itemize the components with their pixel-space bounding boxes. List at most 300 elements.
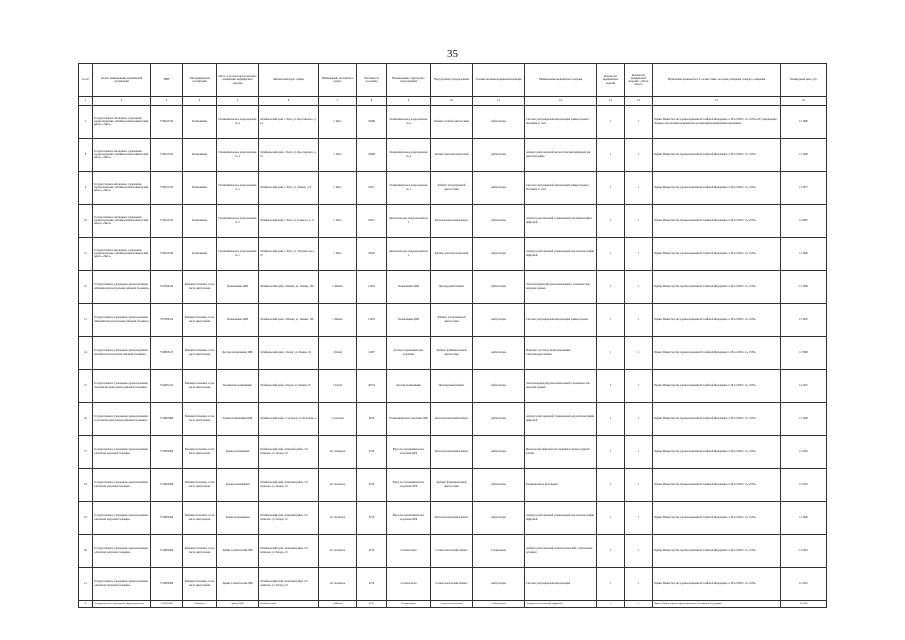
cell-place: Поликлиническое подразделение № 1 xyxy=(217,204,259,237)
table-row xyxy=(79,270,827,303)
cell-place: Поликлиническое подразделение № 1 xyxy=(217,237,259,270)
cell-unit: Взрослое поликлиническое отделение ЦРБ xyxy=(387,468,431,501)
cell-inn: 7536015545 xyxy=(151,138,183,171)
cell-profile: Рентгенологический xyxy=(431,600,473,607)
cell-num: 7 xyxy=(79,105,93,138)
cell-pop: 6610 xyxy=(357,600,387,607)
cell-cond: Амбулаторно xyxy=(473,600,525,607)
equipment-register-table xyxy=(78,63,827,608)
column-number: 12 xyxy=(525,97,597,106)
cell-law: Приказ Министерства здравоохранения Российской Федерации от 28.12.2020 г. № 1379н xyxy=(653,534,781,567)
cell-qty2: 1 xyxy=(625,567,653,600)
cell-device: Электрокардиограф (многоканальный) с возможностью передачи данных xyxy=(525,369,597,402)
cell-price: 12 2001 xyxy=(781,534,827,567)
cell-device: Аппарат рентгеновский диагностический цифровой для рентгенографии xyxy=(525,138,597,171)
cell-place: Поликлиническое подразделение № 1 xyxy=(217,171,259,204)
cell-place: Поликлиника ЦРБ xyxy=(217,270,259,303)
cell-inn: 7516000480 xyxy=(151,501,183,534)
cell-addr: Забайкальский xyxy=(259,600,319,607)
cell-town: г. Шилка xyxy=(319,303,357,336)
cell-profile: Рентгенологический кабинет xyxy=(431,402,473,435)
cell-law: Приказ Министерства здравоохранения Российской Федерации от 28.12.2020 г. № 1379н xyxy=(653,138,781,171)
cell-addr: Забайкальский край, г. Борзя, ул. Ленина, 37 xyxy=(259,369,319,402)
cell-cond: Стационарно xyxy=(473,534,525,567)
cell-qty2: 1 xyxy=(625,204,653,237)
table-row xyxy=(79,402,827,435)
cell-law: Приказ Министерства здравоохранения Российской Федерации от 28.12.2020 г. № 1379н «Об утверждении Порядка обеспечения медицинских организаций медицинскими изделиями» xyxy=(653,105,781,138)
column-header: Планируемая цена, руб. xyxy=(781,64,827,97)
cell-price: 12 3600 xyxy=(781,270,827,303)
column-header: Полное наименование медицинской организации xyxy=(93,64,151,97)
column-number: 8 xyxy=(357,97,387,106)
column-number: 5 xyxy=(217,97,259,106)
table-row xyxy=(79,501,827,534)
cell-town: пгт Агинское xyxy=(319,435,357,468)
cell-pop: 6756 xyxy=(357,501,387,534)
cell-inn: 7516000480 xyxy=(151,534,183,567)
cell-profile: Рентгенологический кабинет xyxy=(431,501,473,534)
cell-org: Государственное автономное учреждение здравоохранения «Забайкальский клинический центр» «Чита» xyxy=(93,105,151,138)
cell-law: Приказ Министерства здравоохранения Российской Федерации от 28.12.2020 г. № 1379н xyxy=(653,435,781,468)
cell-unit: Взрослое поликлиническое отделение ЦРБ xyxy=(387,435,431,468)
cell-addr: Забайкальский край, г. Балей, ул. Ленина, 32 xyxy=(259,336,319,369)
cell-type: Районная больница, в том числе центральная xyxy=(183,369,217,402)
cell-town: г. Шилка xyxy=(319,600,357,607)
cell-price: 12 3600 xyxy=(781,336,827,369)
cell-device: Аппарат рентгеновский стационарный для рентгенографии цифровой xyxy=(525,501,597,534)
cell-profile: Кабинет рентгенологический xyxy=(431,237,473,270)
cell-device: Система ультразвуковой визуализации универсальная с питанием от сети xyxy=(525,171,597,204)
cell-addr: Забайкальский край, г. Чита, ул. Энтузиастов, д. 74 xyxy=(259,237,319,270)
cell-addr: Забайкальский край, г. Чита, ул. Ярославского, д. 14 xyxy=(259,138,319,171)
cell-inn: 7536015545 xyxy=(151,204,183,237)
cell-town: г. Борзя xyxy=(319,369,357,402)
cell-qty2: 1 xyxy=(625,270,653,303)
cell-org: Государственное учреждение здравоохранения «Борзинская центральная районная больница» xyxy=(93,369,151,402)
cell-profile: Процедурный кабинет xyxy=(431,270,473,303)
cell-org: Государственное учреждение здравоохранения «Агинская окружная больница» xyxy=(93,468,151,501)
cell-town: г. Чита xyxy=(319,237,357,270)
cell-addr: Забайкальский край, г. Шилка, ул. Ленина, 136 xyxy=(259,270,319,303)
cell-qty2: 1 xyxy=(625,402,653,435)
cell-price: 12 3600 xyxy=(781,105,827,138)
cell-place: Детская поликлиника ЦРБ xyxy=(217,336,259,369)
cell-cond: Амбулаторно xyxy=(473,468,525,501)
cell-unit: Детская поликлиника xyxy=(387,369,431,402)
cell-qty: 1 xyxy=(597,336,625,369)
cell-unit: Детское поликлиническое отделение xyxy=(387,336,431,369)
cell-pop: 26754 xyxy=(357,369,387,402)
cell-place: Поликлиника ЦРБ xyxy=(217,303,259,336)
column-number: 10 xyxy=(431,97,473,106)
column-header: Вид (профиль) подразделения xyxy=(431,64,473,97)
column-number: 1 xyxy=(79,97,93,106)
cell-num: 12 xyxy=(79,270,93,303)
cell-price: 12 2001 xyxy=(781,435,827,468)
cell-org: Государственное учреждение здравоохранения «Агинская окружная больница» xyxy=(93,567,151,600)
column-number-row xyxy=(79,97,827,106)
cell-unit: Поликлиническое подразделение № 4 xyxy=(387,105,431,138)
cell-org: Государственное автономное учреждение здравоохранения «Забайкальский клинический центр» «Чита» xyxy=(93,138,151,171)
cell-town: г. Чита xyxy=(319,105,357,138)
cell-pop: 6756 xyxy=(357,435,387,468)
cell-qty: 1 xyxy=(597,600,625,607)
cell-law: Приказ Министерства здравоохранения Российской Федерации от 28.12.2020 г. № 1379н xyxy=(653,303,781,336)
cell-cond: Амбулаторно xyxy=(473,171,525,204)
cell-town: пгт Агинское xyxy=(319,468,357,501)
cell-device: Электрокардиограф (многоканальный) с возможностью передачи данных xyxy=(525,270,597,303)
cell-law: Приказ Министерства здравоохранения Российской Федерации от 28.12.2020 г. № 1379н xyxy=(653,468,781,501)
cell-type: Районная больница, в том числе центральная xyxy=(183,336,217,369)
cell-unit: Поликлиника xyxy=(387,600,431,607)
table-row xyxy=(79,171,827,204)
cell-place: Поликлиническое подразделение № 4 xyxy=(217,138,259,171)
cell-inn: 7527004524 xyxy=(151,303,183,336)
cell-pop: 35408 xyxy=(357,105,387,138)
table-row xyxy=(79,204,827,237)
cell-device: Аппарат рентгеновский стационарный для рентгенографии цифровой xyxy=(525,402,597,435)
cell-law: Приказ Министерства здравоохранения Российской Федерации от 28.12.2020 г. № 1379н xyxy=(653,402,781,435)
cell-unit: Взрослое поликлиническое отделение ЦРБ xyxy=(387,501,431,534)
cell-profile: Рентгенологический кабинет xyxy=(431,204,473,237)
cell-place: Здание ЦРБ xyxy=(217,600,259,607)
cell-inn: 7527004524 xyxy=(151,270,183,303)
cell-town: г. Чита xyxy=(319,204,357,237)
cell-place: Борзинская поликлиника xyxy=(217,369,259,402)
cell-pop: 6756 xyxy=(357,534,387,567)
cell-pop: 12493 xyxy=(357,303,387,336)
cell-type: Районная больница, в том числе центральная xyxy=(183,534,217,567)
cell-num: 20 xyxy=(79,534,93,567)
table-row xyxy=(79,303,827,336)
column-header: Тип медицинской организации xyxy=(183,64,217,97)
column-header: Наименование структурного подразделения xyxy=(387,64,431,97)
cell-org: Государственное автономное учреждение здравоохранения «Забайкальский клинический центр» «Чита» xyxy=(93,204,151,237)
cell-qty2: 1 xyxy=(625,369,653,402)
column-header: ИНН xyxy=(151,64,183,97)
cell-num: 13 xyxy=(79,303,93,336)
cell-law: Приказ Министерства здравоохранения Российской Федерации от 28.12.2020 г. № 1379н xyxy=(653,171,781,204)
column-header: Количество медицинских изделий с учётом износа xyxy=(625,64,653,97)
cell-device: Флюорограф цифровой для скрининга органов грудной клетки xyxy=(525,435,597,468)
cell-qty2: 1 xyxy=(625,237,653,270)
cell-type: Поликлиника xyxy=(183,171,217,204)
cell-qty: 1 xyxy=(597,105,625,138)
cell-inn: 7528003123 xyxy=(151,336,183,369)
cell-qty: 5 xyxy=(597,369,625,402)
cell-inn: 7516000480 xyxy=(151,567,183,600)
cell-num: 18 xyxy=(79,468,93,501)
cell-qty: 1 xyxy=(597,468,625,501)
cell-qty2: 1 xyxy=(625,534,653,567)
cell-qty: 1 xyxy=(597,237,625,270)
cell-inn: 7519001880 xyxy=(151,600,183,607)
cell-unit: Стоматология xyxy=(387,567,431,600)
cell-town: пгт Агинское xyxy=(319,567,357,600)
cell-price: 12 2001 xyxy=(781,369,827,402)
cell-qty: 1 xyxy=(597,501,625,534)
cell-org: Государственное учреждение здравоохранения «Сретенская центральная районная больница» xyxy=(93,402,151,435)
cell-place: Здание поликлиники xyxy=(217,468,259,501)
cell-org: Государственное автономное учреждение здравоохранения «Забайкальский клинический центр» «Чита» xyxy=(93,237,151,270)
cell-unit: Онкологическое подразделение № 1 xyxy=(387,237,431,270)
cell-type: Районная больница, в том числе центральная xyxy=(183,303,217,336)
cell-town: г. Чита xyxy=(319,138,357,171)
cell-inn: 7536015545 xyxy=(151,237,183,270)
cell-type: Районная больница, в том числе центральная xyxy=(183,402,217,435)
column-number: 16 xyxy=(781,97,827,106)
cell-unit: Стоматология xyxy=(387,534,431,567)
cell-pop: 6756 xyxy=(357,567,387,600)
cell-cond: Амбулаторно xyxy=(473,567,525,600)
cell-inn: 7516000480 xyxy=(151,435,183,468)
table-row xyxy=(79,435,827,468)
cell-profile: Кабинет ультразвуковой диагностики xyxy=(431,171,473,204)
cell-profile: Кабинет ультразвуковой диагностики xyxy=(431,303,473,336)
cell-type: Районная больница, в том числе центральная xyxy=(183,435,217,468)
cell-type: Районная больница, в том числе центральная xyxy=(183,270,217,303)
cell-device: Аппарат рентгеновский стационарный для маммографии цифровой xyxy=(525,204,597,237)
cell-price: 12 2001 xyxy=(781,567,827,600)
cell-town: пгт Агинское xyxy=(319,534,357,567)
column-header: Наименование населённого пункта xyxy=(319,64,357,97)
column-number: 7 xyxy=(319,97,357,106)
cell-law: Приказ Министерства здравоохранения Российской Федерации от 28.12.2020 г. № 1379н xyxy=(653,237,781,270)
cell-cond: Амбулаторно xyxy=(473,105,525,138)
column-number: 11 xyxy=(473,97,525,106)
cell-qty: 1 xyxy=(597,402,625,435)
cell-device: Аппарат рентгеновский стационарный для рентгенографии цифровой xyxy=(525,237,597,270)
cell-addr: Забайкальский край, г. Шилка, ул. Ленина, 136 xyxy=(259,303,319,336)
column-header: Условия оказания медицинской помощи xyxy=(473,64,525,97)
cell-place: Здание Стоматологии ЦРБ xyxy=(217,534,259,567)
cell-addr: Забайкальский край, г. Сретенск, ул. Кочеткова, 2 xyxy=(259,402,319,435)
cell-qty: 1 xyxy=(597,534,625,567)
cell-profile: Кабинет лучевой диагностики xyxy=(431,105,473,138)
cell-qty: 1 xyxy=(597,138,625,171)
cell-type: Районная больница, в том числе центральная xyxy=(183,501,217,534)
cell-num: 10 xyxy=(79,204,93,237)
cell-place: Здание поликлиники xyxy=(217,435,259,468)
cell-cond: Амбулаторно xyxy=(473,204,525,237)
cell-unit: Поликлиническое подразделение № 4 xyxy=(387,138,431,171)
cell-qty2: 1 xyxy=(625,600,653,607)
cell-num: 16 xyxy=(79,402,93,435)
cell-device: Система ультразвуковой визуализации xyxy=(525,567,597,600)
page-number: 35 xyxy=(447,48,458,60)
table-row xyxy=(79,600,827,607)
column-header: № п/п xyxy=(79,64,93,97)
cell-law: Приказ Министерства здравоохранения Российской Федерации от 28.12.2020 г. № 1379н xyxy=(653,501,781,534)
cell-device: Система ультразвуковой визуализации универсальная xyxy=(525,303,597,336)
cell-price: 12 2001 xyxy=(781,468,827,501)
column-number: 13 xyxy=(597,97,625,106)
cell-qty: 1 xyxy=(597,204,625,237)
table-row xyxy=(79,237,827,270)
cell-org: Государственное учреждение здравоохранения «Агинская окружная больница» xyxy=(93,501,151,534)
cell-cond: Амбулаторно xyxy=(473,270,525,303)
cell-num: 9 xyxy=(79,171,93,204)
cell-profile: Процедурный кабинет xyxy=(431,369,473,402)
table-row xyxy=(79,567,827,600)
cell-town: пгт Агинское xyxy=(319,501,357,534)
cell-num: 14 xyxy=(79,336,93,369)
cell-cond: Амбулаторно xyxy=(473,435,525,468)
cell-type: Районная xyxy=(183,600,217,607)
table-row xyxy=(79,138,827,171)
cell-qty: 1 xyxy=(597,435,625,468)
cell-addr: Забайкальский край, Агинский район, пгт Агинское, ул. Базара, 10 xyxy=(259,501,319,534)
cell-qty2: 1 xyxy=(625,303,653,336)
cell-profile: Кабинет функциональной диагностики xyxy=(431,336,473,369)
cell-type: Районная больница, в том числе центральная xyxy=(183,468,217,501)
cell-num: 19 xyxy=(79,501,93,534)
cell-device: Аппарат рентгеновский стоматологический с дентальным датчиком xyxy=(525,534,597,567)
column-number: 4 xyxy=(183,97,217,106)
cell-unit: Поликлиника ЦРБ xyxy=(387,270,431,303)
cell-cond: Амбулаторно xyxy=(473,336,525,369)
cell-town: г. Балей xyxy=(319,336,357,369)
cell-addr: Забайкальский край, г. Чита, ул. Горького, д. 11 xyxy=(259,204,319,237)
column-number: 9 xyxy=(387,97,431,106)
cell-org: Государственное учреждение здравоохранения «Агинская окружная больница» xyxy=(93,435,151,468)
cell-addr: Забайкальский край, г. Чита, ул. Ярославского, д. 14 xyxy=(259,105,319,138)
cell-pop: 11697 xyxy=(357,336,387,369)
cell-addr: Забайкальский край, г. Чита, ул. Ленина, д. 8 xyxy=(259,171,319,204)
cell-cond: Амбулаторно xyxy=(473,237,525,270)
cell-pop: 12493 xyxy=(357,270,387,303)
cell-inn: 7536015545 xyxy=(151,105,183,138)
cell-addr: Забайкальский край, Агинский район, пгт Агинское, ул. Базара, 10 xyxy=(259,567,319,600)
cell-device: Кардиомонитор фетальный xyxy=(525,468,597,501)
cell-pop: 6610 xyxy=(357,402,387,435)
cell-town: г. Сретенск xyxy=(319,402,357,435)
header-row xyxy=(79,64,827,97)
cell-num: 22 xyxy=(79,600,93,607)
cell-cond: Амбулаторно xyxy=(473,501,525,534)
cell-law: Приказ Министерства здравоохранения Российской Федерации от 28.12.2020 г. № 1379н xyxy=(653,336,781,369)
cell-price: 12 4007 xyxy=(781,204,827,237)
cell-price: 12 3600 xyxy=(781,501,827,534)
cell-pop: 18215 xyxy=(357,204,387,237)
column-number: 6 xyxy=(259,97,319,106)
cell-qty2: 1 xyxy=(625,138,653,171)
cell-place: Поликлиническое подразделение № 4 xyxy=(217,105,259,138)
cell-law: Приказ Министерства здравоохранения Российской Федерации от 28.12.2020 г. № 1379н xyxy=(653,270,781,303)
cell-unit: Онкологическое подразделение № 1 xyxy=(387,204,431,237)
table-row xyxy=(79,105,827,138)
column-header: Нормативно-правовой акт, в соответствии с которым утверждён стандарт оснащения xyxy=(653,64,781,97)
cell-unit: Поликлиническое подразделение № 1 xyxy=(387,171,431,204)
cell-addr: Забайкальский край, Агинский район, пгт Агинское, ул. Базара, 10 xyxy=(259,468,319,501)
cell-num: 17 xyxy=(79,435,93,468)
column-header: Наименование медицинского изделия xyxy=(525,64,597,97)
cell-cond: Амбулаторно xyxy=(473,138,525,171)
cell-cond: Амбулаторно xyxy=(473,369,525,402)
cell-cond: Амбулаторно xyxy=(473,402,525,435)
cell-num: 8 xyxy=(79,138,93,171)
cell-unit: Поликлиническое отделение ЦРБ xyxy=(387,402,431,435)
cell-org: Государственное автономное учреждение здравоохранения «Забайкальский клинический центр» «Чита» xyxy=(93,171,151,204)
column-header: Фактический адрес здания xyxy=(259,64,319,97)
cell-place: Здание Стоматологии ЦРБ xyxy=(217,567,259,600)
cell-inn: 7529001231 xyxy=(151,369,183,402)
cell-price: 12 3600 xyxy=(781,237,827,270)
cell-type: Поликлиника xyxy=(183,105,217,138)
cell-num: 21 xyxy=(79,567,93,600)
column-number: 14 xyxy=(625,97,653,106)
cell-qty2: 1 xyxy=(625,336,653,369)
cell-qty2: 1 xyxy=(625,468,653,501)
cell-law: Приказ Министерства здравоохранения Российской Федерации от 28.12.2020 г. № 1379н xyxy=(653,369,781,402)
cell-type: Поликлиника xyxy=(183,138,217,171)
cell-qty2: 1 xyxy=(625,435,653,468)
cell-type: Поликлиника xyxy=(183,204,217,237)
cell-pop: 6756 xyxy=(357,468,387,501)
cell-device: Система ультразвуковой визуализации универсальная с питанием от сети xyxy=(525,105,597,138)
cell-device: Комплекс суточного мониторирования электрокардиограммы xyxy=(525,336,597,369)
cell-price: 12 3600 xyxy=(781,402,827,435)
cell-unit: Поликлиника ЦРБ xyxy=(387,303,431,336)
cell-inn: 7516000480 xyxy=(151,468,183,501)
cell-profile: Стоматологический кабинет xyxy=(431,534,473,567)
cell-town: г. Чита xyxy=(319,171,357,204)
cell-pop: 35408 xyxy=(357,138,387,171)
cell-qty2: 1 xyxy=(625,105,653,138)
cell-pop: 18226 xyxy=(357,237,387,270)
table-row xyxy=(79,369,827,402)
cell-law: Приказ Министерства здравоохранения Российской Федерации от 28.12.2020 г. № 1379н xyxy=(653,567,781,600)
cell-price: 12 3625 xyxy=(781,303,827,336)
cell-price: 12 3600 xyxy=(781,600,827,607)
column-header: Численность населения xyxy=(357,64,387,97)
cell-org: Государственное учреждение здравоохранения «Агинская окружная больница» xyxy=(93,534,151,567)
table-row xyxy=(79,468,827,501)
cell-qty: 1 xyxy=(597,270,625,303)
cell-profile: Рентгенологический кабинет xyxy=(431,435,473,468)
cell-num: 11 xyxy=(79,237,93,270)
column-number: 2 xyxy=(93,97,151,106)
column-header: Количество медицинских изделий xyxy=(597,64,625,97)
cell-qty: 1 xyxy=(597,567,625,600)
cell-law: Приказ Министерства здравоохранения Российской Федерации xyxy=(653,600,781,607)
cell-profile: Кабинет функциональной диагностики xyxy=(431,468,473,501)
cell-inn: 7519001880 xyxy=(151,402,183,435)
cell-place: Здание поликлиники xyxy=(217,501,259,534)
cell-qty2: 1 xyxy=(625,171,653,204)
cell-town: г. Шилка xyxy=(319,270,357,303)
cell-qty: 1 xyxy=(597,171,625,204)
table-row xyxy=(79,534,827,567)
cell-inn: 7536015545 xyxy=(151,171,183,204)
cell-org: Государственное учреждение здравоохранения «Шилкинская центральная районная больница» xyxy=(93,270,151,303)
cell-price: 12 3600 xyxy=(781,138,827,171)
column-number: 3 xyxy=(151,97,183,106)
cell-price: 12 3677 xyxy=(781,171,827,204)
cell-num: 15 xyxy=(79,369,93,402)
cell-org: Государственное учреждение здравоохранения «Шилкинская центральная районная больница» xyxy=(93,303,151,336)
cell-profile: Стоматологический кабинет xyxy=(431,567,473,600)
cell-pop: 18215 xyxy=(357,171,387,204)
cell-org: Государственное учреждение здравоохранения xyxy=(93,600,151,607)
cell-device: Аппарат рентгеновский цифровой xyxy=(525,600,597,607)
cell-place: Здание поликлиники ЦРБ xyxy=(217,402,259,435)
cell-addr: Забайкальский край, Агинский район, пгт Агинское, ул. Базара, 10 xyxy=(259,435,319,468)
cell-cond: Амбулаторно xyxy=(473,303,525,336)
cell-org: Государственное учреждение здравоохранения «Балейская центральная районная больница» xyxy=(93,336,151,369)
cell-law: Приказ Министерства здравоохранения Российской Федерации от 28.12.2020 г. № 1379н xyxy=(653,204,781,237)
cell-type: Районная больница, в том числе центральная xyxy=(183,567,217,600)
